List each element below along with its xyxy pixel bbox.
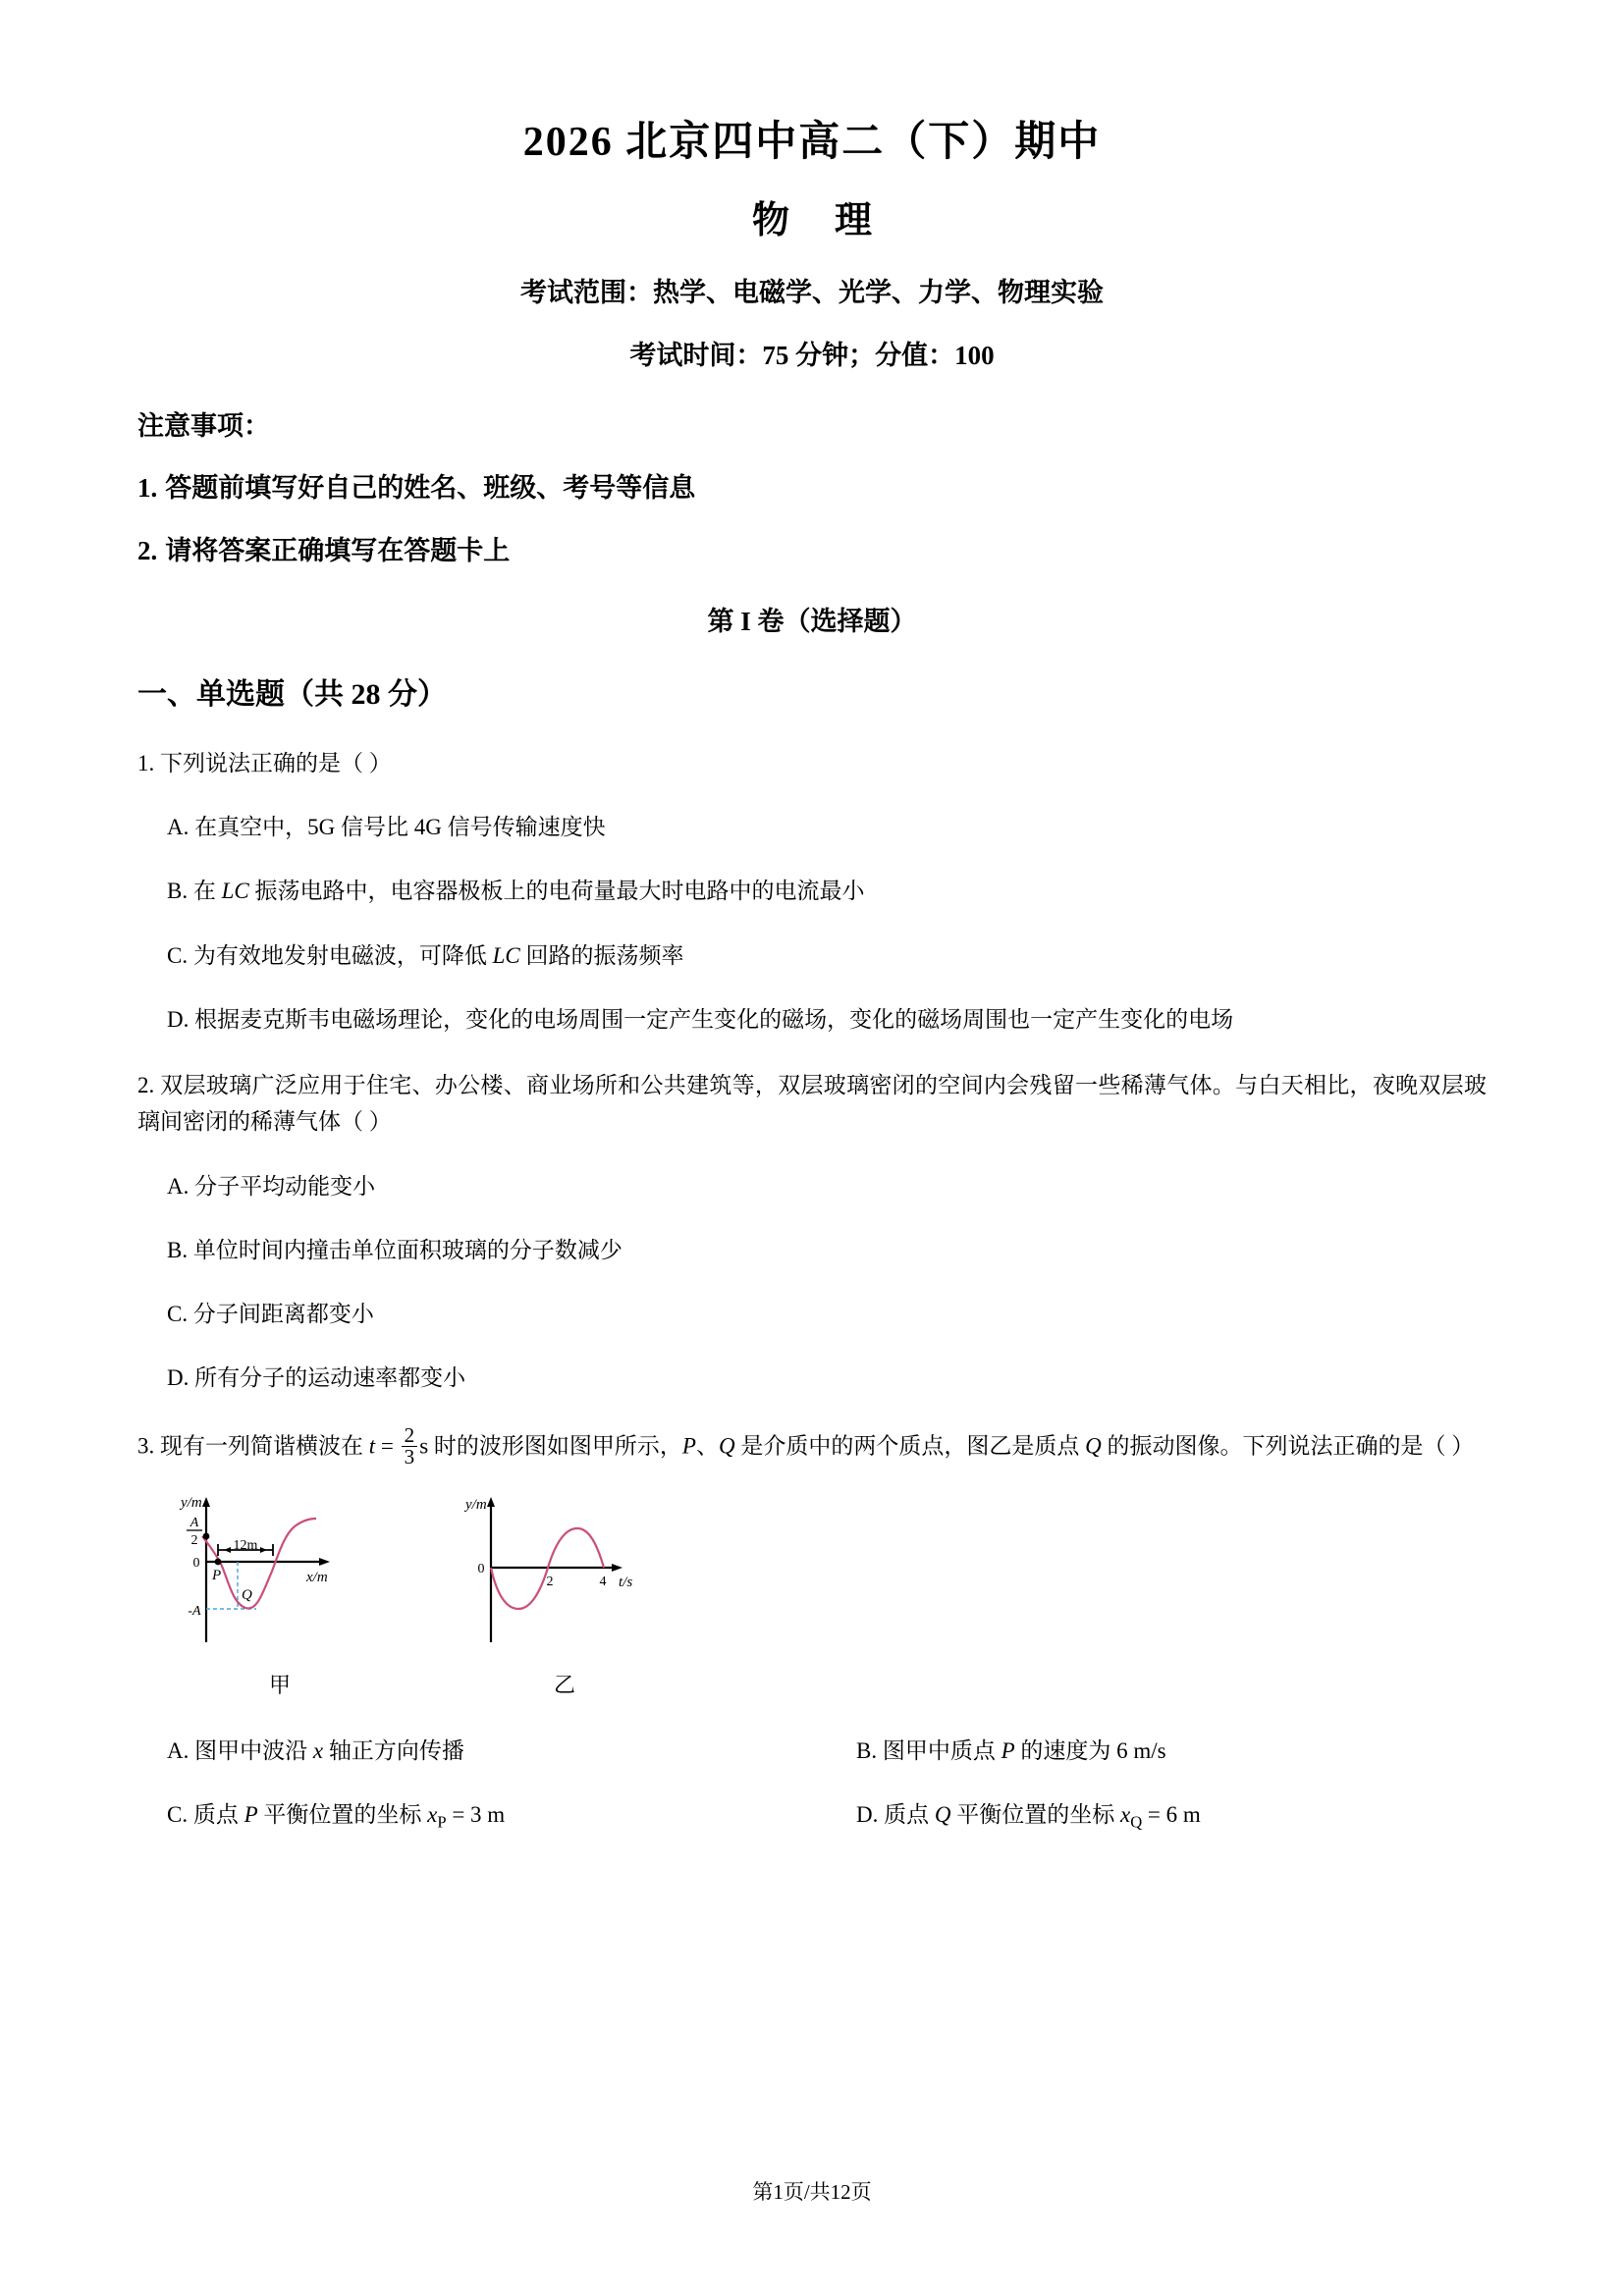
option-text-post: 振荡电路中，电容器极板上的电荷量最大时电路中的电流最小 (248, 879, 865, 904)
option-text-post: 轴正方向传播 (323, 1737, 464, 1763)
notice-item-1 (137, 445, 1487, 507)
question-1-option-b[interactable] (137, 845, 1487, 909)
part-one-title: 第 I 卷（选择题） (707, 606, 917, 636)
option-text-pre: 图甲中波沿 (194, 1737, 313, 1763)
question-1-text: 下列说法正确的是（ ） (160, 750, 392, 775)
dimension-arrow-left (224, 1547, 231, 1553)
figure-yi (432, 1493, 697, 1699)
question-3-options-row-2 (137, 1769, 1487, 1836)
tick-label-2: 2 (546, 1574, 554, 1589)
option-text: 分子平均动能变小 (194, 1173, 376, 1199)
option-text-post: = 3 m (446, 1801, 506, 1827)
notice-item-1-text: 答题前填写好自己的姓名、班级、考号等信息 (165, 473, 696, 504)
variable-lc: LC (221, 879, 249, 904)
notice-item-2-text: 请将答案正确填写在答题卡上 (165, 536, 511, 566)
figure-yi-caption: 乙 (553, 1672, 575, 1697)
option-label: D. (856, 1801, 879, 1827)
point-label-q: Q (242, 1586, 252, 1603)
tick-label-zero: 0 (192, 1555, 200, 1571)
variable-x: x (312, 1737, 324, 1763)
point-a-half-marker (203, 1532, 210, 1539)
option-label: C. (167, 942, 189, 968)
option-text-post: 回路的振荡频率 (519, 942, 684, 968)
question-3-stem (137, 1397, 1487, 1469)
variable-lc: LC (492, 942, 520, 968)
option-text: 根据麦克斯韦电磁场理论，变化的电场周围一定产生变化的磁场，变化的磁场周围也一定产生变化的电场 (194, 1006, 1234, 1032)
option-text: 在真空中，5G 信号比 4G 信号传输速度快 (194, 815, 606, 840)
variable-p: P (244, 1801, 258, 1827)
option-label: B. (167, 879, 189, 904)
notice-item-1-number: 1. (137, 473, 158, 504)
x-axis-label: x/m (306, 1569, 328, 1585)
variable-p: P (1001, 1737, 1015, 1763)
variable-p: P (681, 1432, 696, 1458)
tick-label-4: 4 (599, 1574, 607, 1589)
option-label: B. (856, 1737, 878, 1763)
option-text-pre: 在 (192, 879, 222, 904)
option-text-mid: 平衡位置的坐标 (950, 1801, 1120, 1827)
question-1-option-a[interactable] (137, 781, 1487, 845)
exam-time-score: 考试时间：75 分钟；分值：100 (629, 340, 995, 370)
variable-x: x (1120, 1801, 1131, 1827)
notice-item-2 (137, 507, 1487, 570)
question-2-text: 双层玻璃广泛应用于住宅、办公楼、商业场所和公共建筑等，双层玻璃密闭的空间内会残留一些稀薄气体。与白天相比，夜晚双层玻璃间密闭的稀薄气体（ ） (137, 1073, 1488, 1135)
option-label: A. (167, 1173, 189, 1199)
question-3-text-part2: s 时的波形图如图甲所示， (419, 1432, 682, 1458)
option-text-pre: 质点 (884, 1801, 935, 1827)
figure-jia-svg (147, 1493, 412, 1662)
subject-heading (137, 170, 1487, 245)
x-axis-label: t/s (619, 1574, 633, 1590)
page-number-info: 第1页/共12页 (752, 2180, 872, 2204)
question-1-option-d[interactable] (137, 974, 1487, 1038)
fraction-denominator: 3 (402, 1446, 418, 1468)
variable-q: Q (1085, 1432, 1102, 1458)
question-2-option-b[interactable] (137, 1204, 1487, 1268)
point-p-marker (215, 1558, 222, 1565)
exam-scope: 考试范围：热学、电磁学、光学、力学、物理实验 (520, 277, 1104, 307)
dimension-arrow-right (260, 1547, 267, 1553)
option-text: 分子间距离都变小 (192, 1302, 374, 1327)
tick-label-minus-a: -A (188, 1603, 201, 1619)
option-text: 单位时间内撞击单位面积玻璃的分子数减少 (192, 1237, 623, 1262)
variable-t: t (368, 1432, 376, 1458)
question-3-text-part4: 是介质中的两个质点，图乙是质点 (734, 1432, 1086, 1458)
option-label: B. (167, 1237, 189, 1262)
figure-jia (147, 1493, 412, 1699)
figure-yi-svg (432, 1493, 697, 1662)
option-label: A. (167, 1737, 189, 1763)
x-axis-arrow (612, 1564, 623, 1572)
option-text: 所有分子的运动速率都变小 (194, 1365, 466, 1391)
tick-label-a-half-denominator: 2 (190, 1532, 198, 1548)
subscript-p: P (437, 1812, 447, 1832)
question-3-text-part3: 、 (695, 1432, 719, 1458)
question-2-stem (137, 1038, 1487, 1141)
question-1-number: 1. (137, 750, 155, 775)
fraction-two-thirds (402, 1422, 418, 1469)
option-text-pre: 图甲中质点 (882, 1737, 1001, 1763)
subscript-q: Q (1130, 1812, 1143, 1832)
option-text-post: = 6 m (1142, 1801, 1201, 1827)
question-3-option-c[interactable] (167, 1796, 827, 1836)
question-3-number: 3. (137, 1432, 155, 1458)
section-one-title: 一、单选题（共 28 分） (137, 677, 447, 711)
subject-char-right: 理 (835, 199, 873, 241)
option-label: A. (167, 815, 189, 840)
notice-item-2-number: 2. (137, 536, 158, 566)
option-text-post: 的速度为 6 m/s (1014, 1737, 1166, 1763)
variable-q: Q (934, 1801, 951, 1827)
tick-label-a-half-numerator: A (189, 1515, 199, 1530)
question-3-option-b[interactable] (827, 1733, 1487, 1769)
question-3-text-part1: 现有一列简谐横波在 (160, 1432, 369, 1458)
dimension-label: 12m (233, 1537, 258, 1553)
question-3-option-a[interactable] (167, 1733, 827, 1769)
question-1-stem (137, 716, 1487, 781)
question-2-option-a[interactable] (137, 1141, 1487, 1204)
option-text-pre: 质点 (192, 1801, 244, 1827)
option-label: C. (167, 1302, 189, 1327)
question-2-option-c[interactable] (137, 1268, 1487, 1332)
tick-label-zero: 0 (477, 1561, 485, 1576)
variable-q: Q (718, 1432, 735, 1458)
x-axis-arrow (319, 1558, 330, 1566)
equals-sign: = (375, 1432, 400, 1458)
question-2-number: 2. (137, 1073, 155, 1098)
variable-x: x (427, 1801, 438, 1827)
y-axis-arrow (487, 1497, 495, 1507)
option-text-mid: 平衡位置的坐标 (257, 1801, 428, 1827)
question-2-option-d[interactable] (137, 1332, 1487, 1396)
page-title: 2026 北京四中高二（下）期中 (522, 120, 1102, 165)
option-label: D. (167, 1006, 189, 1032)
y-axis-label: y/m (181, 1494, 202, 1511)
point-label-p: P (212, 1567, 222, 1583)
y-axis-label: y/m (465, 1496, 487, 1513)
fraction-numerator: 2 (404, 1422, 415, 1447)
y-axis-arrow (202, 1497, 210, 1507)
page-footer (0, 2176, 1624, 2206)
figure-jia-caption: 甲 (268, 1672, 291, 1697)
question-1-option-c[interactable] (137, 910, 1487, 974)
notice-title: 注意事项： (137, 410, 270, 441)
subject-char-left: 物 (751, 199, 789, 241)
question-3-options-row-1 (137, 1705, 1487, 1769)
option-label: D. (167, 1365, 189, 1391)
option-text-pre: 为有效地发射电磁波，可降低 (192, 942, 493, 968)
question-3-figures (137, 1469, 1487, 1705)
question-3-text-part5: 的振动图像。下列说法正确的是（ ） (1101, 1432, 1475, 1458)
question-3-option-d[interactable] (827, 1796, 1487, 1836)
option-label: C. (167, 1801, 189, 1827)
